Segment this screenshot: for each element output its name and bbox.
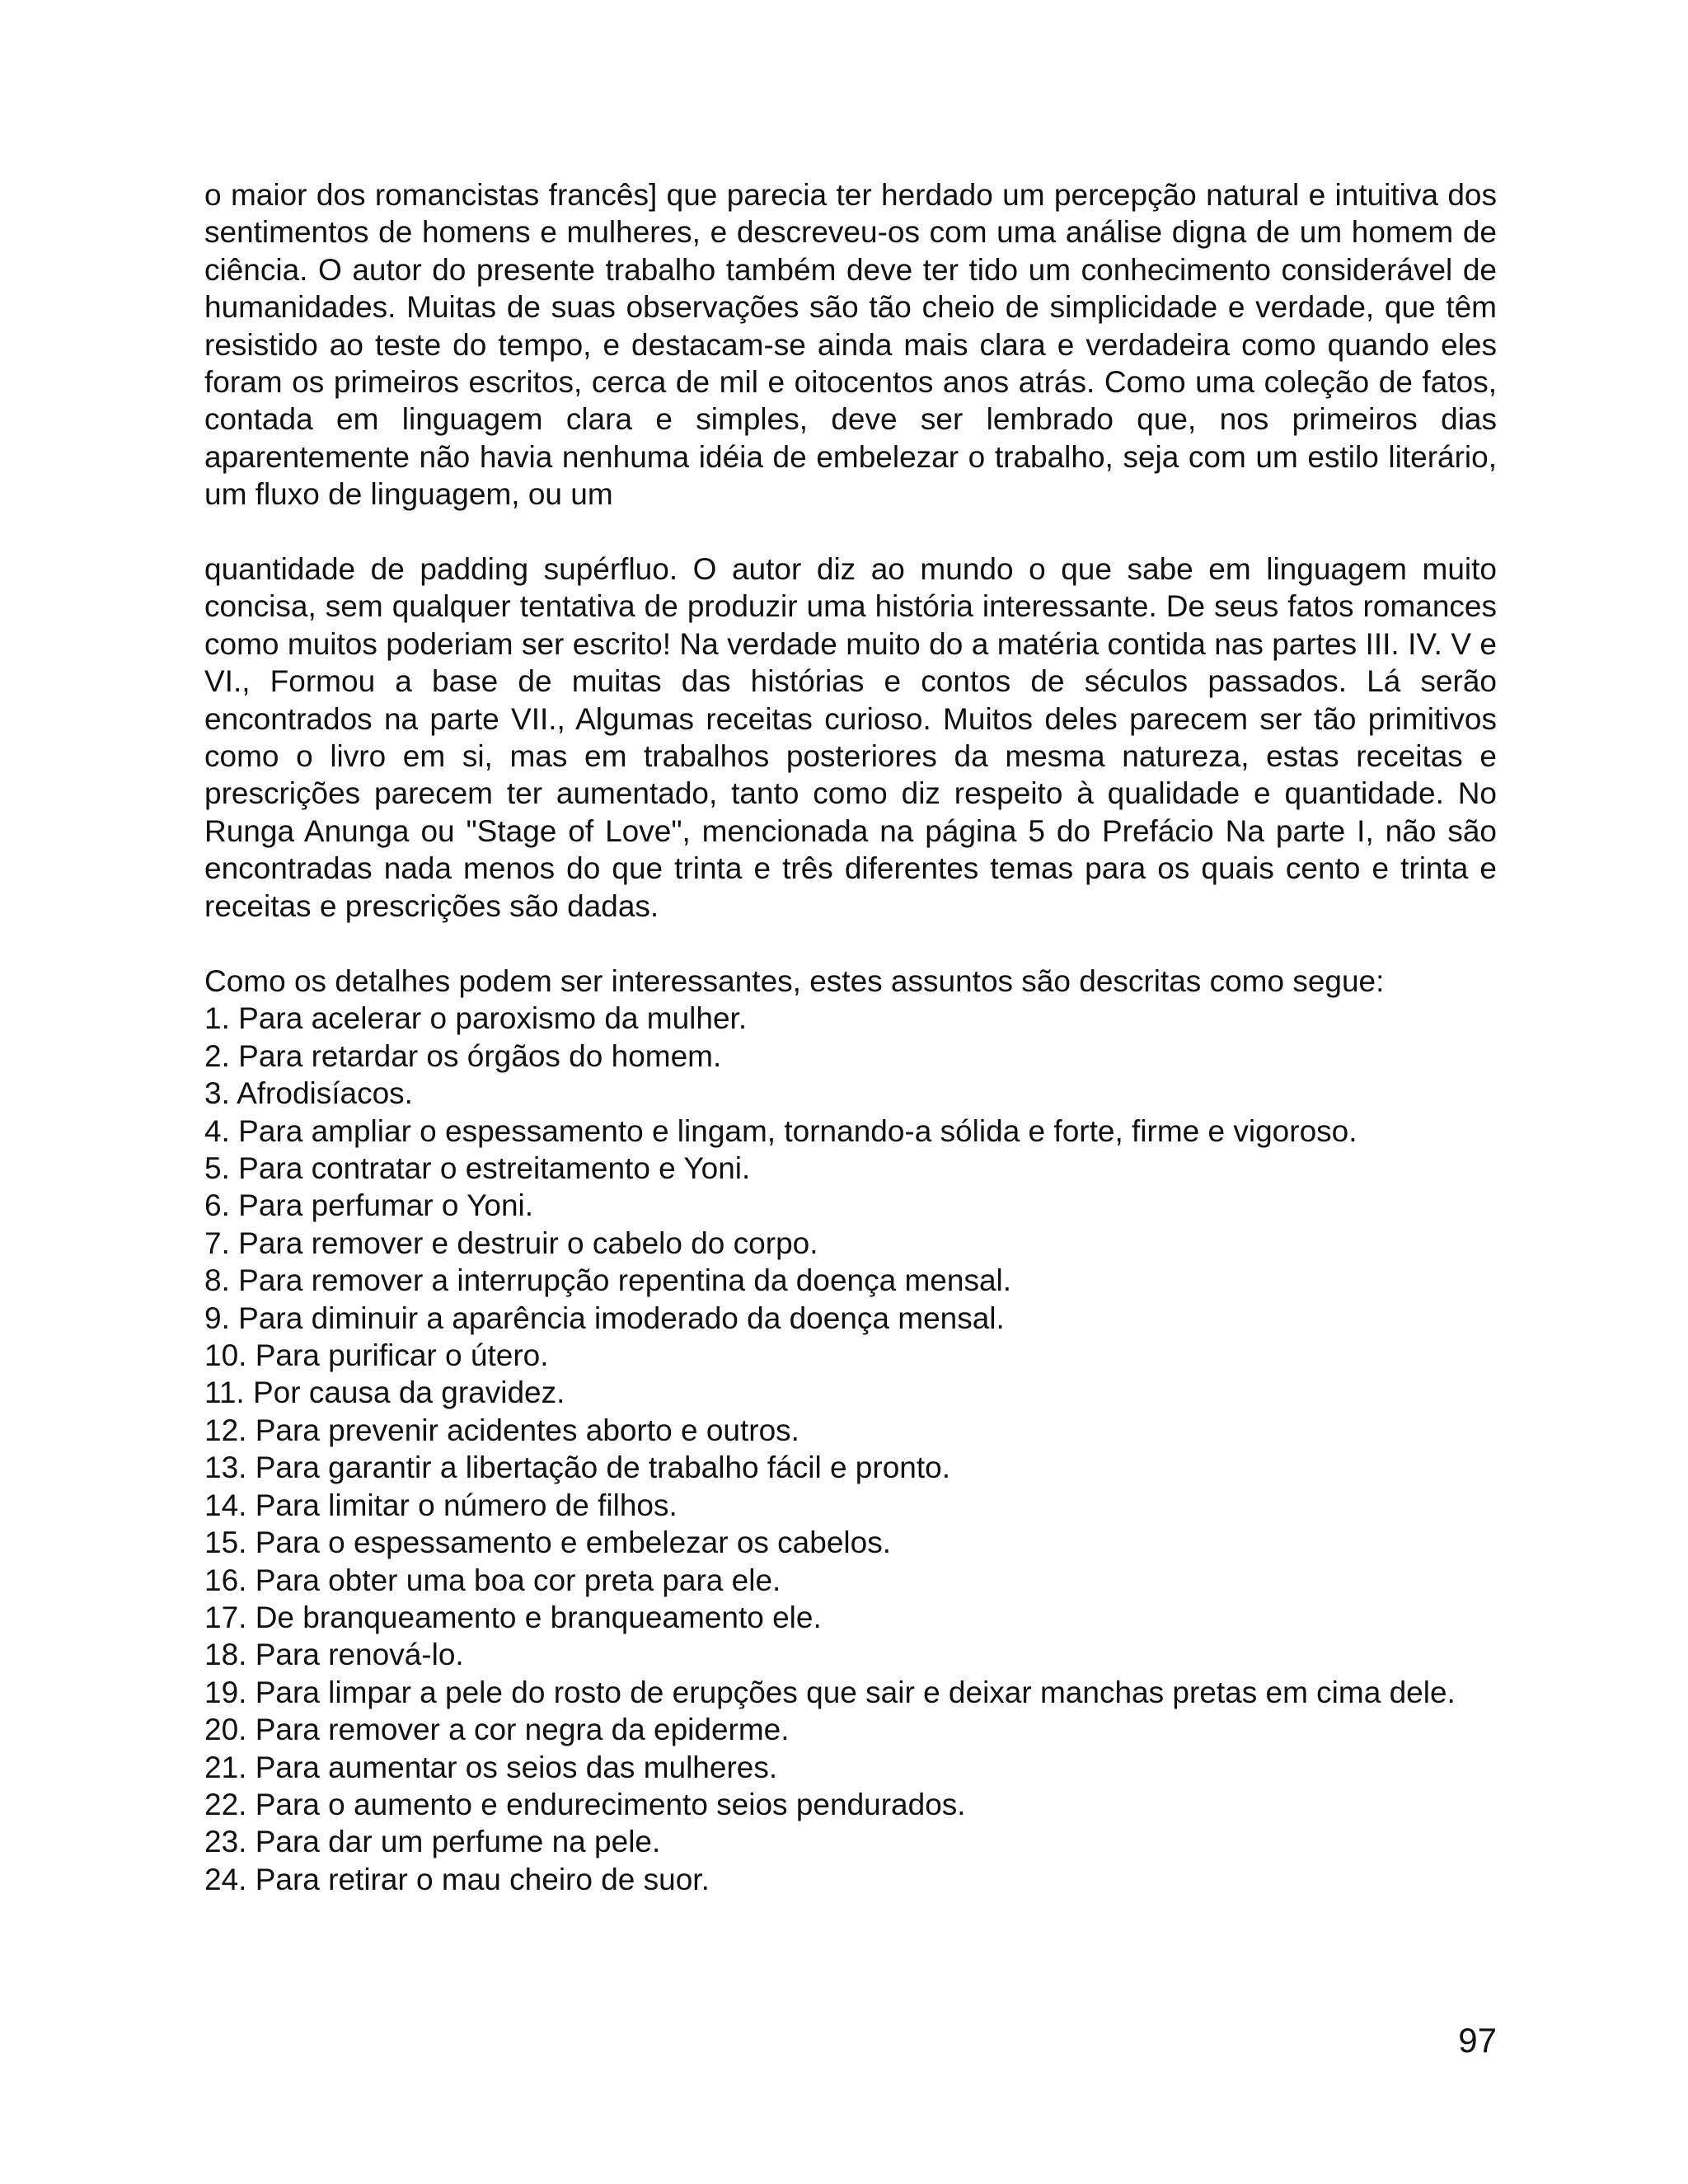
subject-list — [204, 1000, 1497, 1898]
list-item: 10. Para purificar o útero. — [204, 1338, 549, 1373]
list-item: 11. Por causa da gravidez. — [204, 1376, 565, 1410]
list-item: 1. Para acelerar o paroxismo da mulher. — [204, 1001, 748, 1036]
list-item: 5. Para contratar o estreitamento e Yoni. — [204, 1151, 751, 1186]
list-item: 8. Para remover a interrupção repentina da doença mensal. — [204, 1263, 1012, 1298]
subject-list-section — [204, 963, 1497, 1898]
page-number: 97 — [1458, 2021, 1497, 2060]
list-item: 13. Para garantir a libertação de trabalho fácil e pronto. — [204, 1451, 951, 1485]
list-item: 20. Para remover a cor negra da epiderme. — [204, 1713, 790, 1747]
list-item: 3. Afrodisíacos. — [204, 1076, 413, 1111]
list-item: 4. Para ampliar o espessamento e lingam, tornando-a sólida e forte, firme e vigoroso. — [204, 1113, 1357, 1148]
list-item: 16. Para obter uma boa cor preta para ele. — [204, 1563, 781, 1597]
body-paragraph: quantidade de padding supérfluo. O autor diz ao mundo o que sabe em linguagem muito concisa, sem qualquer tentativa de produzir uma história interessante. De seus fatos romances como muitos poderiam ser escrito! Na verdade muito do a matéria contida nas partes III. IV. V e VI., Formou a base de muitas das histórias e contos de séculos passados. Lá serão encontrados na parte VII., Algumas receitas curioso. Muitos deles parecem ser tão primitivos como o livro em si, mas em trabalhos posteriores da mesma natureza, estas receitas e prescrições parecem ter aumentado, tanto como diz respeito à qualidade e quantidade. No Runga Anunga ou "Stage of Love", mencionada na página 5 do Prefácio Na parte I, não são encontradas nada menos do que trinta e três diferentes temas para os quais cento e trinta e receitas e prescrições são dadas. — [204, 552, 1497, 923]
list-item: 2. Para retardar os órgãos do homem. — [204, 1038, 722, 1073]
list-item: 18. Para renová-lo. — [204, 1638, 464, 1672]
list-item: 24. Para retirar o mau cheiro de suor. — [204, 1862, 710, 1896]
list-item: 7. Para remover e destruir o cabelo do corpo. — [204, 1226, 818, 1260]
list-item: 12. Para prevenir acidentes aborto e outros. — [204, 1413, 799, 1447]
list-item: 22. Para o aumento e endurecimento seios pendurados. — [204, 1787, 966, 1821]
body-paragraph: o maior dos romancistas francês] que parecia ter herdado um percepção natural e intuitiva dos sentimentos de homens e mulheres, e descreveu-os com uma análise digna de um homem de ciência. O autor do presente trabalho também deve ter tido um conhecimento considerável de humanidades. Muitas de suas observações são tão cheio de simplicidade e verdade, que têm resistido ao teste do tempo, e destacam-se ainda mais clara e verdadeira como quando eles foram os primeiros escritos, cerca de mil e oitocentos anos atrás. Como uma coleção de fatos, contada em linguagem clara e simples, deve ser lembrado que, nos primeiros dias aparentemente não havia nenhuma idéia de embelezar o trabalho, seja com um estilo literário, um fluxo de linguagem, ou um — [204, 178, 1497, 512]
list-item: 6. Para perfumar o Yoni. — [204, 1188, 534, 1223]
list-item: 15. Para o espessamento e embelezar os cabelos. — [204, 1526, 891, 1560]
list-item: 21. Para aumentar os seios das mulheres. — [204, 1750, 778, 1784]
list-item: 19. Para limpar a pele do rosto de erupções que sair e deixar manchas pretas em cima dele. — [204, 1675, 1456, 1709]
list-item: 17. De branqueamento e branqueamento ele. — [204, 1600, 822, 1634]
list-item: 14. Para limitar o número de filhos. — [204, 1488, 678, 1522]
list-item: 9. Para diminuir a aparência imoderado da doença mensal. — [204, 1301, 1005, 1335]
list-intro: Como os detalhes podem ser interessantes, estes assuntos são descritas como segue: — [204, 964, 1385, 998]
list-item: 23. Para dar um perfume na pele. — [204, 1825, 661, 1859]
